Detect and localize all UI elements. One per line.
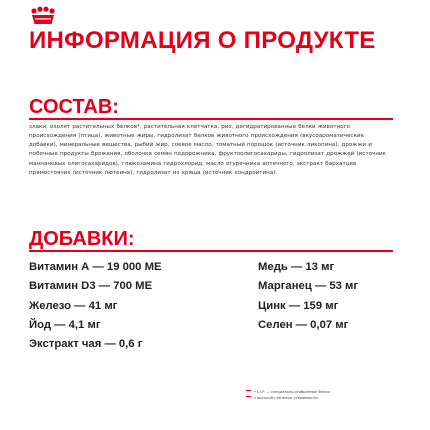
additives-underline [29,250,393,252]
footnote-marker [246,396,251,397]
additive-item: Йод — 4,1 мг [29,318,101,331]
additive-item: Железо — 41 мг [29,299,118,312]
footnote-marker [246,390,251,391]
composition-underline [29,118,393,120]
additives-left-list [29,261,162,357]
footnote-line: * L.I.P. — специально отобранные белки [254,390,330,394]
additive-item: Медь — 13 мг [258,261,335,273]
page-title: ИНФОРМАЦИЯ О ПРОДУКТЕ [29,27,376,54]
composition-text: злаки, изолят растительных белков*, растительная клетчатка, рис, дегидратированные белки животного происхождения (птица), животные жиры, гидролизат белков животного происхождения (вкусоароматические добавки), минеральные вещества, рыбий жир, соевое масло, томатный порошок (источник ликопина), дрожжи и побочные продукты брожения, оболочка семян подорожника, фруктоолигосахариды, гидролизат дрожжей (источник маннановых олигосахаридов), глюкозамина гидрохлорид, масло огуречника аптечного, экстракт бархатцев прямостоячих (источник лютеина), гидролизат из хряща (источник хондроитина). [29,124,387,176]
additive-item: Витамин D3 — 700 МЕ [29,280,153,293]
additive-item: Марганец — 53 мг [258,280,359,293]
additive-item: Витамин А — 19 000 МЕ [29,261,162,273]
additive-item: Экстракт чая — 0,6 г [29,338,143,351]
crown-logo-icon [29,6,57,26]
footnote [254,389,416,401]
additive-item: Селен — 0,07 мг [258,318,349,331]
additives-heading: ДОБАВКИ: [29,228,135,250]
composition-heading: СОСТАВ: [29,96,119,118]
footnote-line: с высокой степенью усвояемости. [254,396,319,401]
additives-right-list [258,261,358,338]
additive-item: Цинк — 159 мг [258,299,339,312]
